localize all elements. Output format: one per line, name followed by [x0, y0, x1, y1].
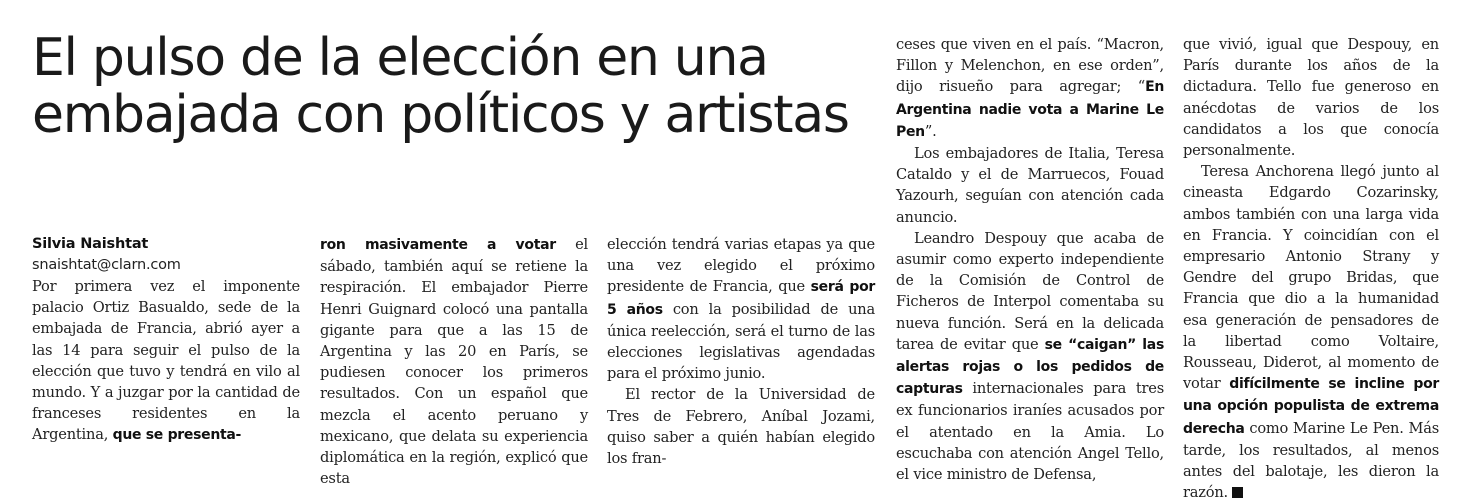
paragraph-3: [896, 143, 1164, 228]
paragraph-1-continued: [320, 234, 588, 489]
article-column-1: [32, 234, 300, 447]
paragraph-2-continued: [896, 34, 1164, 143]
byline-email[interactable]: snaishtat@clarn.com: [32, 257, 181, 273]
text-run: Leandro Despouy que acaba de asumir como experto independiente de la Comisión de Control de Ficheros de Interpol comentaba su nueva función. Será en la delicada tarea de evitar que: [896, 229, 1164, 353]
article-column-5: [1183, 34, 1439, 503]
text-run: Por primera vez el imponente palacio Ortiz Basualdo, sede de la embajada de Francia, abrió ayer a las 14 para seguir el pulso de la elección que tuvo y tendrá en vilo al mundo. Y a juzgar por la cantidad de franceses residentes en la Argentina,: [32, 278, 300, 444]
bold-highlight: que se presenta-: [112, 427, 242, 444]
paragraph-4-continued: [1183, 34, 1439, 161]
bold-highlight: difícilmente se incline por una opción populista de extrema derecha: [1183, 376, 1439, 437]
bold-highlight: En Argentina nadie vota a Marine Le Pen: [896, 79, 1164, 140]
text-run: internacionales para tres ex funcionarios iraníes acusados por el atentado en la Amia. Lo escuchaba con atención Angel Tello, el vice ministro de Defensa,: [896, 380, 1164, 484]
paragraph-1: [32, 276, 300, 447]
bold-highlight: será por 5 años: [607, 279, 875, 318]
paragraph-5: [1183, 161, 1439, 503]
text-run: Teresa Anchorena llegó junto al cineasta Edgardo Cozarinsky, ambos también con una larga vida en Francia. Y coincidían con el empresario Antonio Strany y Gendre del grupo Bridas, que Francia que dio a la humanidad esa generación de pensadores de la libertad como Voltaire, Rousseau, Diderot, al momento de votar: [1183, 163, 1439, 393]
text-run: ceses que viven en el país. “Macron, Fillon y Melenchon, en ese orden”, dijo risueño para agregar; “: [896, 36, 1164, 96]
article-column-3: [607, 234, 875, 469]
text-run: que vivió, igual que Despouy, en París durante los años de la dictadura. Tello fue generoso en anécdotas de varios de los candidatos a los que conocía personalmente.: [1183, 36, 1439, 160]
paragraph-2: [607, 384, 875, 469]
text-run: Los embajadores de Italia, Teresa Cataldo y el de Marruecos, Fouad Yazourh, seguían con atención cada anuncio.: [896, 145, 1164, 226]
bold-highlight: ron masivamente a votar: [320, 237, 556, 253]
byline-author: Silvia Naishtat: [32, 236, 149, 252]
text-run: El rector de la Universidad de Tres de Febrero, Aníbal Jozami, quiso saber a quién habían elegido los fran-: [607, 386, 875, 468]
article-column-4: [896, 34, 1164, 485]
text-run: con la posibilidad de una única reelección, será el turno de las elecciones legislativas agendadas para el próximo junio.: [607, 300, 875, 383]
text-run: como Marine Le Pen. Más tarde, los resultados, al menos antes del balotaje, les dieron la razón.: [1183, 419, 1439, 502]
text-run: ”.: [924, 122, 937, 140]
paragraph-1-continued: [607, 234, 875, 384]
end-mark-icon: [1232, 487, 1243, 498]
article-column-2: [320, 234, 588, 489]
text-run: el sábado, también aquí se retiene la respiración. El embajador Pierre Henri Guignard colocó una pantalla gigante para que a las 15 de Argentina y las 20 en París, se pudiesen conocer los primeros resultados. Con un español que mezcla el acento peruano y mexicano, que delata su experiencia diplomática en la región, explicó que esta: [320, 236, 588, 488]
paragraph-4: [896, 228, 1164, 485]
text-run: elección tendrá varias etapas ya que una vez elegido el próximo presidente de Francia, que: [607, 236, 875, 296]
bold-highlight: se “caigan” las alertas rojas o los pedidos de capturas: [896, 336, 1164, 398]
headline: El pulso de la elección en una embajada con políticos y artistas: [32, 28, 849, 145]
